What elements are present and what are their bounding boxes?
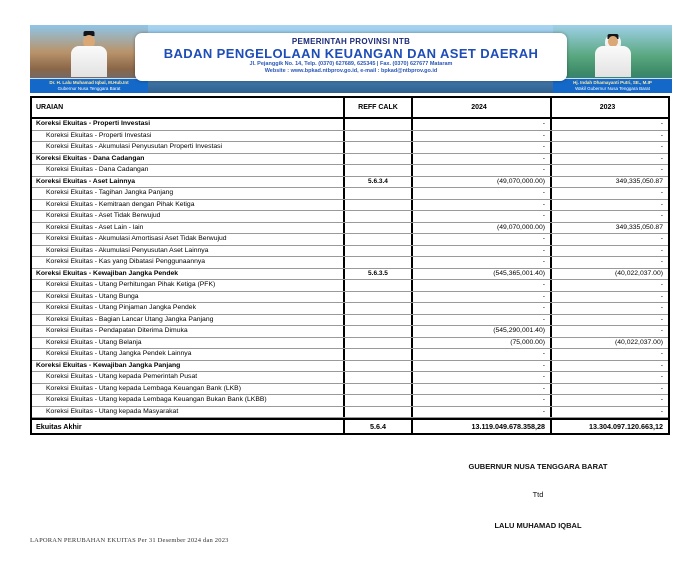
cell-2023: 13.304.097.120.663,12 xyxy=(550,420,668,433)
cell-reff xyxy=(343,246,411,257)
table-row xyxy=(32,154,668,166)
cell-reff xyxy=(343,131,411,142)
cell-reff xyxy=(343,211,411,222)
table-row xyxy=(32,119,668,131)
cell-uraian: Koreksi Ekuitas - Kewajiban Jangka Pendek xyxy=(36,269,179,277)
report-title-footnote: LAPORAN PERUBAHAN EKUITAS Per 31 Desember 2024 dan 2023 xyxy=(30,537,229,544)
cell-uraian: Koreksi Ekuitas - Utang Bunga xyxy=(46,292,139,300)
header-2023: 2023 xyxy=(550,98,668,117)
cell-2023: 349,335,050.87 xyxy=(550,177,668,188)
letterhead-text-box xyxy=(135,33,567,81)
cell-reff xyxy=(343,223,411,234)
cell-2024: (545,290,001.40) xyxy=(411,326,550,337)
governor-title: Gubernur Nusa Tenggara Barat xyxy=(57,86,121,91)
cell-reff xyxy=(343,303,411,314)
cell-2023: - xyxy=(550,119,668,130)
governor-photo xyxy=(30,25,148,93)
agency-name: BADAN PENGELOLAAN KEUANGAN DAN ASET DAERAH xyxy=(163,46,539,61)
table-row xyxy=(32,326,668,338)
cell-2024: - xyxy=(411,211,550,222)
cell-uraian: Koreksi Ekuitas - Utang kepada Masyarakat xyxy=(46,407,179,415)
cell-2023: - xyxy=(550,349,668,360)
signatory-office: GUBERNUR NUSA TENGGARA BARAT xyxy=(468,462,608,471)
cell-2024: - xyxy=(411,349,550,360)
cell-reff xyxy=(343,315,411,326)
cell-reff xyxy=(343,200,411,211)
table-row xyxy=(32,246,668,258)
cell-reff: 5.6.3.4 xyxy=(343,177,411,188)
table-row xyxy=(32,269,668,281)
cell-2023: - xyxy=(550,142,668,153)
header-reff-calk: REFF CALK xyxy=(343,98,411,117)
cell-uraian: Koreksi Ekuitas - Dana Cadangan xyxy=(36,154,145,162)
letterhead-banner xyxy=(30,25,672,93)
cell-2023: - xyxy=(550,361,668,372)
cell-uraian: Koreksi Ekuitas - Aset Lain - lain xyxy=(46,223,144,231)
vice-governor-name: Hj. Indah Dhamayanti Putri, SE., M.IP xyxy=(573,80,652,85)
cell-reff: 5.6.3.5 xyxy=(343,269,411,280)
cell-2024: - xyxy=(411,395,550,406)
cell-uraian: Koreksi Ekuitas - Akumulasi Penyusutan Aset Lainnya xyxy=(46,246,209,254)
cell-2023: - xyxy=(550,292,668,303)
table-row xyxy=(32,234,668,246)
cell-uraian: Ekuitas Akhir xyxy=(36,422,82,431)
cell-2024: - xyxy=(411,200,550,211)
cell-reff xyxy=(343,154,411,165)
cell-reff xyxy=(343,349,411,360)
table-row xyxy=(32,349,668,361)
cell-2024: - xyxy=(411,234,550,245)
cell-2024: - xyxy=(411,407,550,418)
cell-uraian: Koreksi Ekuitas - Utang kepada Lembaga Keuangan Bukan Bank (LKBB) xyxy=(46,396,267,403)
cell-2023: - xyxy=(550,211,668,222)
uniform xyxy=(595,46,631,77)
cell-uraian: Koreksi Ekuitas - Utang kepada Lembaga Keuangan Bank (LKB) xyxy=(46,384,241,392)
cell-2023: - xyxy=(550,234,668,245)
cell-2024: (49,070,000.00) xyxy=(411,223,550,234)
cell-2024: (75,000.00) xyxy=(411,338,550,349)
table-row xyxy=(32,338,668,350)
cell-uraian: Koreksi Ekuitas - Pendapatan Diterima Dimuka xyxy=(46,327,188,334)
cell-uraian: Koreksi Ekuitas - Tagihan Jangka Panjang xyxy=(46,189,174,196)
cell-2024: - xyxy=(411,292,550,303)
cell-reff xyxy=(343,280,411,291)
cell-2024: - xyxy=(411,154,550,165)
cell-reff xyxy=(343,165,411,176)
cell-reff xyxy=(343,257,411,268)
cell-2023: - xyxy=(550,326,668,337)
government-name: PEMERINTAH PROVINSI NTB xyxy=(291,37,411,46)
cell-2023: (40,022,037.00) xyxy=(550,338,668,349)
cell-2023: - xyxy=(550,257,668,268)
table-row xyxy=(32,292,668,304)
uniform xyxy=(71,46,107,77)
cell-2023: - xyxy=(550,200,668,211)
signed-mark: Ttd xyxy=(532,490,544,499)
table-row xyxy=(32,142,668,154)
cell-reff xyxy=(343,119,411,130)
cell-2023: 349,335,050.87 xyxy=(550,223,668,234)
agency-website: Website : www.bpkad.ntbprov.go.id, e-mail : bpkad@ntbprov.go.id xyxy=(264,68,438,74)
cell-uraian: Koreksi Ekuitas - Aset Lainnya xyxy=(36,177,136,185)
cell-2024: - xyxy=(411,131,550,142)
cell-2024: (49,070,000.00) xyxy=(411,177,550,188)
table-row xyxy=(32,372,668,384)
table-row xyxy=(32,211,668,223)
cell-2024: - xyxy=(411,315,550,326)
cell-2024: - xyxy=(411,188,550,199)
cell-uraian: Koreksi Ekuitas - Utang kepada Pemerintah Pusat xyxy=(46,373,198,380)
equity-change-table xyxy=(30,96,670,435)
table-row xyxy=(32,257,668,269)
cell-uraian: Koreksi Ekuitas - Kewajiban Jangka Panjang xyxy=(36,361,181,369)
vice-governor-title: Wakil Gubernur Nusa Tenggara Barat xyxy=(575,86,650,91)
vice-governor-figure xyxy=(593,31,633,77)
cell-2023: - xyxy=(550,154,668,165)
cell-reff xyxy=(343,326,411,337)
cell-uraian: Koreksi Ekuitas - Properti Investasi xyxy=(46,131,152,139)
cell-2023: - xyxy=(550,246,668,257)
cell-reff xyxy=(343,338,411,349)
table-row xyxy=(32,303,668,315)
cell-uraian: Koreksi Ekuitas - Akumulasi Penyusutan Properti Investasi xyxy=(46,143,223,150)
table-row xyxy=(32,361,668,373)
table-row xyxy=(32,384,668,396)
cell-reff xyxy=(343,292,411,303)
cell-uraian: Koreksi Ekuitas - Aset Tidak Berwujud xyxy=(46,212,161,219)
table-body xyxy=(32,119,668,418)
cell-reff xyxy=(343,407,411,418)
cell-2024: - xyxy=(411,384,550,395)
cell-2023: - xyxy=(550,384,668,395)
header-uraian: URAIAN xyxy=(36,104,64,111)
cell-2024: - xyxy=(411,142,550,153)
table-row xyxy=(32,131,668,143)
table-row xyxy=(32,200,668,212)
cell-reff xyxy=(343,361,411,372)
governor-figure xyxy=(69,31,109,77)
cell-uraian: Koreksi Ekuitas - Akumulasi Amortisasi Aset Tidak Berwujud xyxy=(46,235,227,242)
cell-uraian: Koreksi Ekuitas - Utang Jangka Pendek Lainnya xyxy=(46,350,192,357)
cell-uraian: Koreksi Ekuitas - Utang Pinjaman Jangka Pendek xyxy=(46,304,196,311)
cell-uraian: Koreksi Ekuitas - Dana Cadangan xyxy=(46,166,149,173)
cell-2024: - xyxy=(411,257,550,268)
table-row xyxy=(32,188,668,200)
cell-uraian: Koreksi Ekuitas - Utang Perhitungan Pihak Ketiga (PFK) xyxy=(46,281,216,288)
cell-reff xyxy=(343,142,411,153)
table-row xyxy=(32,395,668,407)
governor-name: Dr. H. Lalu Muhamad Iqbal, M.Hub.Int xyxy=(49,80,129,85)
cell-reff xyxy=(343,188,411,199)
vice-governor-caption xyxy=(553,78,672,93)
header-2024: 2024 xyxy=(411,98,550,117)
cell-2023: - xyxy=(550,280,668,291)
cell-uraian: Koreksi Ekuitas - Kas yang Dibatasi Penggunaannya xyxy=(46,258,206,265)
cell-2023: - xyxy=(550,407,668,418)
table-row xyxy=(32,177,668,189)
cell-2024: 13.119.049.678.358,28 xyxy=(411,420,550,433)
table-row xyxy=(32,315,668,327)
cell-2024: (545,365,001.40) xyxy=(411,269,550,280)
table-header-row xyxy=(32,98,668,119)
cell-uraian: Koreksi Ekuitas - Utang Belanja xyxy=(46,338,142,346)
table-row xyxy=(32,280,668,292)
cell-reff xyxy=(343,372,411,383)
cell-uraian: Koreksi Ekuitas - Kemitraan dengan Pihak Ketiga xyxy=(46,200,195,208)
cell-2024: - xyxy=(411,372,550,383)
vice-governor-photo xyxy=(553,25,672,93)
cell-2023: - xyxy=(550,372,668,383)
table-row xyxy=(32,165,668,177)
cell-2023: - xyxy=(550,188,668,199)
cell-reff: 5.6.4 xyxy=(343,420,411,433)
cell-2023: - xyxy=(550,303,668,314)
cell-2024: - xyxy=(411,246,550,257)
governor-caption xyxy=(30,78,148,93)
agency-address: Jl. Pejanggik No. 14, Telp. (0370) 627689, 625345 | Fax. (0370) 627677 Mataram xyxy=(249,61,453,67)
cell-2024: - xyxy=(411,119,550,130)
cell-2023: - xyxy=(550,131,668,142)
cell-2023: - xyxy=(550,315,668,326)
cell-2023: - xyxy=(550,165,668,176)
cell-reff xyxy=(343,384,411,395)
signature-block xyxy=(413,462,663,537)
cell-2024: - xyxy=(411,165,550,176)
cell-2024: - xyxy=(411,361,550,372)
total-row xyxy=(32,418,668,433)
cell-reff xyxy=(343,395,411,406)
cell-2023: - xyxy=(550,395,668,406)
cell-uraian: Koreksi Ekuitas - Bagian Lancar Utang Jangka Panjang xyxy=(46,315,214,323)
signatory-name: LALU MUHAMAD IQBAL xyxy=(494,521,582,530)
cell-2024: - xyxy=(411,303,550,314)
cell-2023: (40,022,037.00) xyxy=(550,269,668,280)
cell-uraian: Koreksi Ekuitas - Properti Investasi xyxy=(36,120,151,127)
table-row xyxy=(32,407,668,419)
cell-2024: - xyxy=(411,280,550,291)
table-row xyxy=(32,223,668,235)
cell-reff xyxy=(343,234,411,245)
